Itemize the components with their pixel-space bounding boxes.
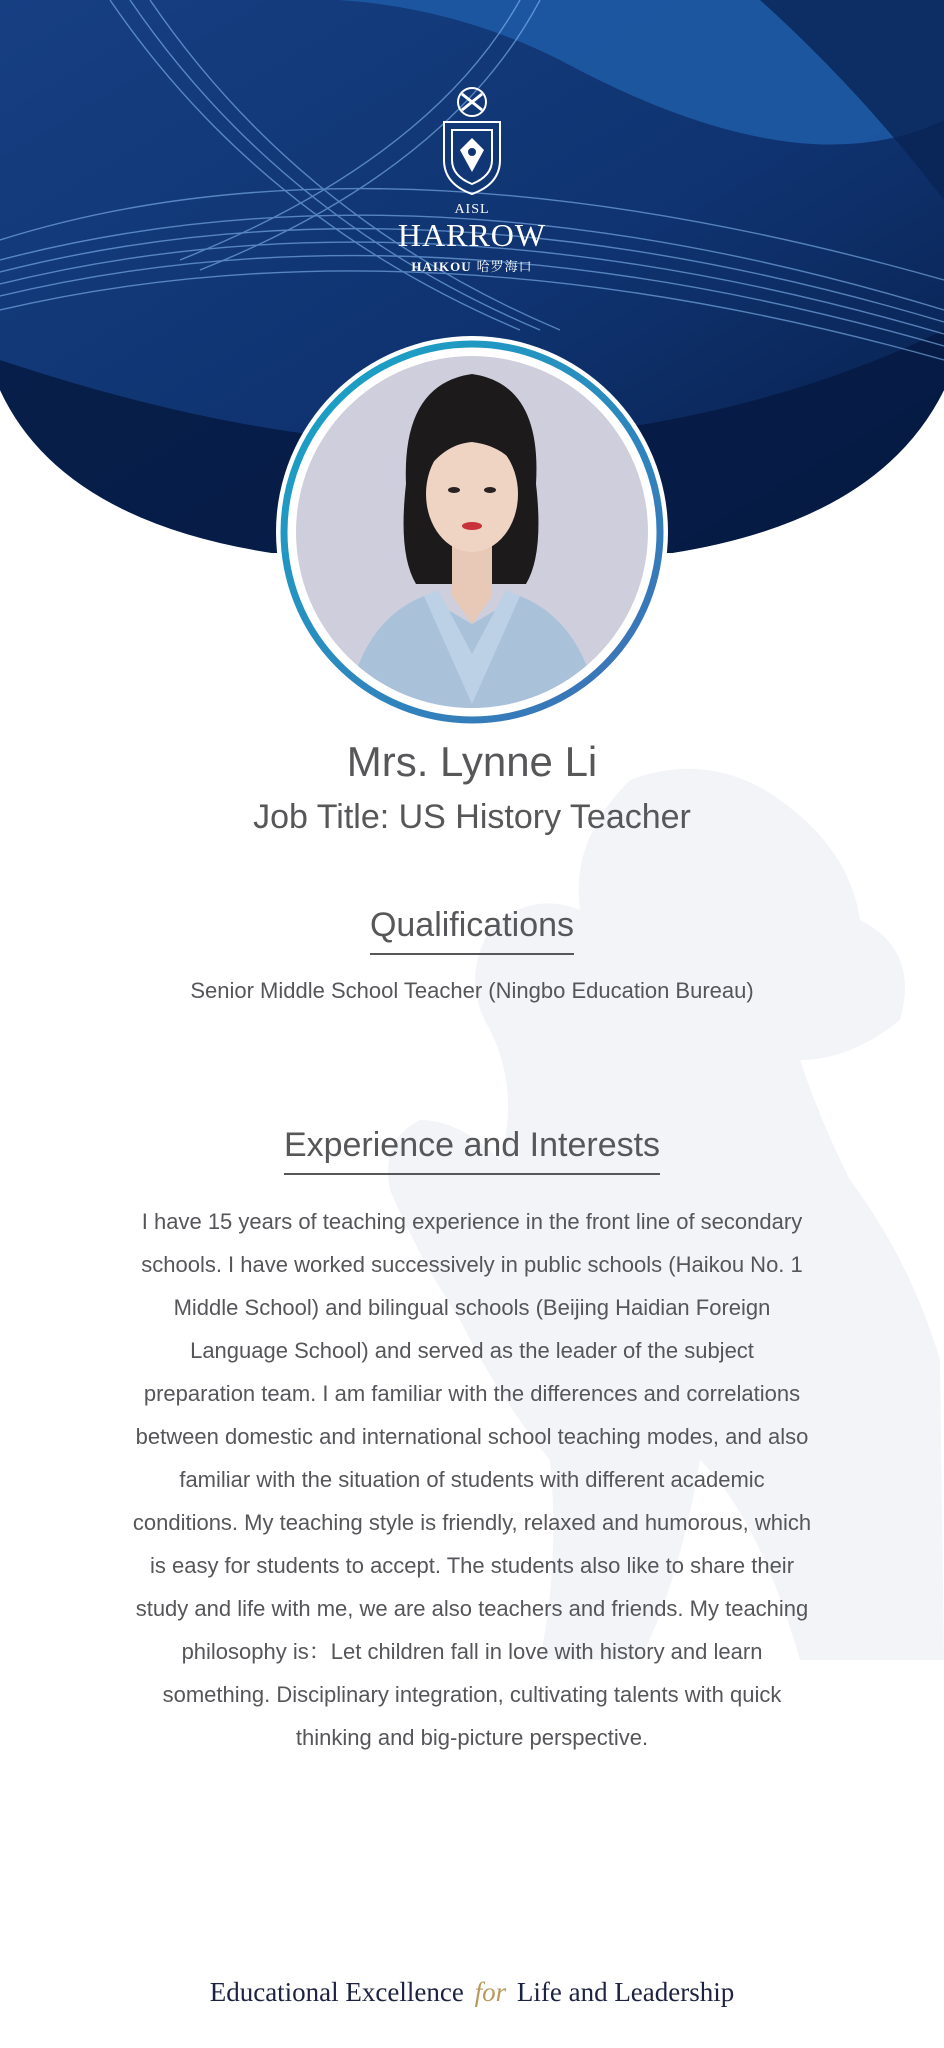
logo-haikou — [0, 256, 944, 275]
school-logo — [0, 80, 944, 275]
footer-for: for — [474, 1977, 507, 2007]
job-title: Job Title: US History Teacher — [253, 798, 691, 836]
experience-heading-text: Experience and Interests — [284, 1126, 660, 1175]
teacher-name: Mrs. Lynne Li — [346, 738, 598, 785]
experience-heading — [0, 1126, 944, 1175]
logo-haikou-en: HAIKOU — [411, 259, 472, 274]
footer-part2: Life and Leadership — [516, 1977, 735, 2007]
footer-tagline — [0, 1977, 944, 2008]
portrait — [274, 334, 670, 730]
logo-aisl: AISL — [454, 202, 490, 217]
logo-harrow: HARROW — [397, 217, 547, 253]
footer-part1: Educational Excellence — [209, 1977, 464, 2007]
qualifications-heading — [0, 906, 944, 955]
crest-icon — [426, 80, 518, 200]
logo-haikou-cn: 哈罗海口 — [476, 259, 533, 274]
experience-text: I have 15 years of teaching experience in the front line of secondary schools. I have worked successively in public schools (Haikou No. 1 Middle School) and bilingual schools (Beijing Haidian Foreign Language School) and served as the leader of the subject preparation team. I am familiar with the differences and correlations between domestic and international school teaching modes, and also familiar with the situation of students with different academic conditions. My teaching style is friendly, relaxed and humorous, which is easy for students to accept. The students also like to share their study and life with me, we are also teachers and friends. My teaching philosophy is：Let children fall in love with history and learn something. Disciplinary integration, cultivating talents with quick thinking and big-picture perspective. — [132, 1209, 812, 1750]
qualifications-text: Senior Middle School Teacher (Ningbo Education Bureau) — [190, 978, 754, 1003]
qualifications-heading-text: Qualifications — [370, 906, 574, 955]
portrait-photo — [274, 334, 670, 730]
